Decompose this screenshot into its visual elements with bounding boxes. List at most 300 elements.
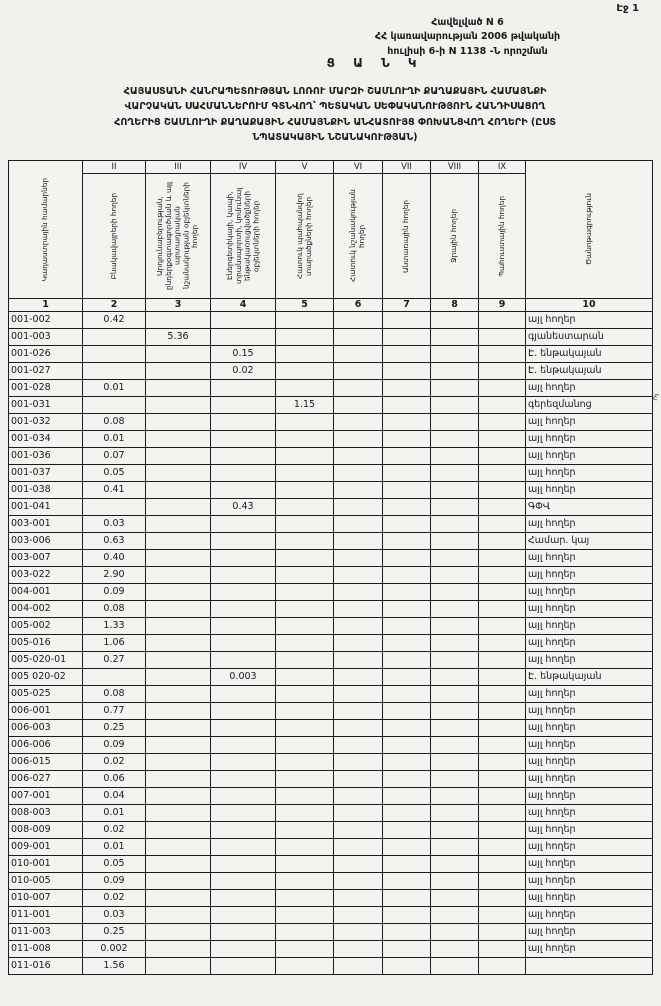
cell-value [431,567,479,584]
cell-note: այլ հողեր [526,448,653,465]
table-row [9,703,653,720]
cell-value [211,839,276,856]
cell-note: այլ հողեր [526,465,653,482]
cell-value [276,941,334,958]
column-index: 5 [276,299,334,312]
table-row [9,618,653,635]
column-index: 8 [431,299,479,312]
cell-value [431,618,479,635]
cell-value [383,533,431,550]
cell-cadastral-code: 006-027 [9,771,83,788]
cell-value [211,771,276,788]
cell-value [431,448,479,465]
cell-value [431,703,479,720]
cell-value [431,482,479,499]
cell-value [479,397,526,414]
cell-value: 0.09 [83,873,146,890]
cell-value: 1.33 [83,618,146,635]
cell-value [276,737,334,754]
cell-note: Է. ենթակայան [526,363,653,380]
cell-value [334,856,383,873]
cell-note: Է. ենթակայան [526,346,653,363]
column-numeral: VIII [431,161,478,174]
cell-value [383,584,431,601]
cell-value [146,754,211,771]
cell-value [383,601,431,618]
cell-note: այլ հողեր [526,635,653,652]
cell-value [211,448,276,465]
cell-value [146,652,211,669]
cell-value [383,669,431,686]
cell-value [276,720,334,737]
column-label: Արդյունաբերության, ընդերքօգտագործման և այլ արտադրական նշանակության օբյեկտների հողեր [155,181,200,291]
cell-value [383,499,431,516]
cell-value [431,669,479,686]
cell-value [146,924,211,941]
cell-cadastral-code: 008-003 [9,805,83,822]
cell-value [383,550,431,567]
table-row [9,822,653,839]
cell-value [276,533,334,550]
cell-value [383,805,431,822]
cell-value [146,516,211,533]
cell-value [479,890,526,907]
cell-cadastral-code: 001-027 [9,363,83,380]
cell-value [431,397,479,414]
cell-value: 0.42 [83,312,146,329]
cell-value [334,941,383,958]
cell-value [146,771,211,788]
cell-value [146,414,211,431]
column-index: 6 [334,299,383,312]
cell-value [479,448,526,465]
cell-value [211,567,276,584]
column-numeral: V [276,161,333,174]
column-label: Էներգետիկայի, կապի, տրանսպորտի, կոմունալ ենթակառուցվածքների օբյեկտների հողեր [224,187,260,285]
column-numeral: IX [479,161,525,174]
cell-value [146,465,211,482]
cell-value [383,771,431,788]
cell-cadastral-code: 001-034 [9,431,83,448]
cell-value: 0.08 [83,601,146,618]
cell-value [276,329,334,346]
cell-value [334,516,383,533]
cell-cadastral-code: 009-001 [9,839,83,856]
cell-value [276,618,334,635]
cell-value [211,754,276,771]
annex-line: ՀՀ կառավարության 2006 թվականի [374,31,561,43]
cell-value [334,550,383,567]
cell-value [479,346,526,363]
cell-value [276,465,334,482]
cell-value [479,652,526,669]
cell-value [276,584,334,601]
annex-block [285,16,650,59]
cell-value [276,346,334,363]
cell-note: այլ հողեր [526,550,653,567]
column-index: 3 [146,299,211,312]
cell-value [211,686,276,703]
cell-value [334,431,383,448]
cell-value [334,924,383,941]
cell-cadastral-code: 001-038 [9,482,83,499]
cell-value [211,703,276,720]
cell-note: այլ հողեր [526,482,653,499]
table-row [9,737,653,754]
cell-note: այլ հողեր [526,771,653,788]
table-row [9,601,653,618]
cell-value [431,873,479,890]
cell-value [211,635,276,652]
cell-value: 0.09 [83,737,146,754]
cell-value [334,346,383,363]
table-row [9,924,653,941]
cell-value [276,958,334,975]
cell-note: այլ հողեր [526,720,653,737]
cell-value [479,431,526,448]
column-numeral: II [83,161,145,174]
cell-cadastral-code: 008-009 [9,822,83,839]
cell-value [334,363,383,380]
cell-value [276,380,334,397]
cell-value [383,754,431,771]
column-header [83,161,146,299]
column-index: 4 [211,299,276,312]
document-title-line: ՎԱՐՉԱԿԱՆ ՍԱՀՄԱՆՆԵՐՈՒՄ ԳՏՆՎՈՂ՝ ՊԵՏԱԿԱՆ ՍԵՓԱԿԱՆՈՒԹՅՈՒՆ ՀԱՆԴԻՍԱՑՈՂ [124,101,546,113]
cell-note: գյանեստարան [526,329,653,346]
cell-value: 0.02 [83,890,146,907]
cell-value [383,618,431,635]
cell-value [146,363,211,380]
column-header [334,161,383,299]
cell-value [383,567,431,584]
cell-value [334,380,383,397]
cell-cadastral-code: 001-002 [9,312,83,329]
cell-note: այլ հողեր [526,601,653,618]
cell-value [479,312,526,329]
cell-value [276,312,334,329]
cell-value: 0.09 [83,584,146,601]
cell-value [276,754,334,771]
cell-note: այլ հողեր [526,431,653,448]
cell-value [479,788,526,805]
cell-value [431,754,479,771]
table-row [9,584,653,601]
cell-note: այլ հողեր [526,567,653,584]
cell-value [334,720,383,737]
table-row [9,516,653,533]
cell-value [334,907,383,924]
cell-value [431,431,479,448]
cell-note: այլ հողեր [526,924,653,941]
cell-value [431,805,479,822]
cell-value [383,363,431,380]
cell-value [334,397,383,414]
cell-value [334,533,383,550]
cell-value [146,346,211,363]
cell-note: այլ հողեր [526,312,653,329]
cell-value: 0.02 [83,822,146,839]
cell-value [431,346,479,363]
table-row [9,499,653,516]
cell-value: 1.15 [276,397,334,414]
cell-cadastral-code: 004-002 [9,601,83,618]
annex-line: հուլիսի 6-ի N 1138 -Ն որոշման [387,45,548,57]
cell-value [211,822,276,839]
cell-cadastral-code: 001-003 [9,329,83,346]
cell-note: Համար. կայ [526,533,653,550]
column-label: Բնակավայրերի հողեր [108,192,118,280]
cell-value [276,482,334,499]
cell-value [211,890,276,907]
cell-value [431,737,479,754]
cell-value [211,788,276,805]
cell-note: այլ հողեր [526,890,653,907]
cell-value [334,805,383,822]
cell-value [146,635,211,652]
cell-value [83,499,146,516]
cell-value: 0.40 [83,550,146,567]
cell-value: 2.90 [83,567,146,584]
cell-value: 0.77 [83,703,146,720]
cell-value: 1.56 [83,958,146,975]
cell-value [146,567,211,584]
column-header [479,161,526,299]
cell-value [83,329,146,346]
cell-note: այլ հողեր [526,618,653,635]
column-index: 10 [526,299,653,312]
cell-value [276,363,334,380]
cell-note [526,958,653,975]
cell-value [334,686,383,703]
cell-cadastral-code: 001-028 [9,380,83,397]
cell-value [276,499,334,516]
cell-value [479,601,526,618]
cell-value [334,822,383,839]
cell-value [276,805,334,822]
cell-note: Է. ենթակայան [526,669,653,686]
cell-value [211,601,276,618]
column-label: Հատուկ նշանակության հողեր [348,189,366,283]
cell-value [431,414,479,431]
cell-value [383,635,431,652]
cell-value [211,737,276,754]
cell-value: 0.08 [83,686,146,703]
column-numeral: VII [383,161,430,174]
table-row [9,533,653,550]
cell-value [146,601,211,618]
cell-value [383,346,431,363]
cell-value [479,720,526,737]
cell-value [479,584,526,601]
cell-value [431,771,479,788]
cell-value [383,329,431,346]
cell-value [334,329,383,346]
cell-value [479,958,526,975]
table-row [9,380,653,397]
cell-note: այլ հողեր [526,873,653,890]
cell-value [334,601,383,618]
column-index: 1 [9,299,83,312]
cell-value [146,941,211,958]
land-table [8,160,653,975]
cell-value [479,618,526,635]
table-row [9,448,653,465]
cell-value [211,380,276,397]
cell-value [276,431,334,448]
cell-value [479,856,526,873]
cell-value [146,703,211,720]
cell-value [383,516,431,533]
cell-value [211,431,276,448]
cell-value [479,380,526,397]
cell-cadastral-code: 003-022 [9,567,83,584]
cell-value [146,788,211,805]
cell-value [431,584,479,601]
cell-value: 0.05 [83,856,146,873]
cell-value [146,380,211,397]
cell-cadastral-code: 003-006 [9,533,83,550]
cell-value [431,329,479,346]
table-row [9,312,653,329]
cell-note: այլ հողեր [526,686,653,703]
cell-value [83,669,146,686]
cell-cadastral-code: 006-001 [9,703,83,720]
cell-value [83,346,146,363]
cell-value [334,584,383,601]
cell-value [334,499,383,516]
cell-value [146,397,211,414]
cell-value [431,465,479,482]
cell-value [276,635,334,652]
cell-value [479,482,526,499]
cell-value [276,907,334,924]
cell-note: այլ հողեր [526,754,653,771]
cell-value [211,397,276,414]
cell-cadastral-code: 011-016 [9,958,83,975]
cell-value [276,414,334,431]
cell-cadastral-code: 007-001 [9,788,83,805]
table-row [9,686,653,703]
cell-value [276,771,334,788]
cell-cadastral-code: 001-041 [9,499,83,516]
cell-value: 0.01 [83,805,146,822]
cell-value [479,329,526,346]
cell-value: 0.07 [83,448,146,465]
cell-cadastral-code: 005-016 [9,635,83,652]
cell-value [146,618,211,635]
cell-value [383,924,431,941]
cell-value [146,856,211,873]
cell-value [479,873,526,890]
cell-value: 0.05 [83,465,146,482]
cell-value: 0.02 [83,754,146,771]
cell-value [146,873,211,890]
cell-value [276,924,334,941]
table-row [9,482,653,499]
cell-value [383,737,431,754]
cell-cadastral-code: 011-003 [9,924,83,941]
cell-value [479,516,526,533]
cell-note: այլ հողեր [526,907,653,924]
column-label: Հատուկ պահպանվող տարածքների հողեր [294,193,313,279]
cell-note: այլ հողեր [526,839,653,856]
cell-value [431,890,479,907]
table-row [9,465,653,482]
cell-value [146,907,211,924]
cell-value [211,805,276,822]
cell-cadastral-code: 005-020-01 [9,652,83,669]
cell-value [276,686,334,703]
cell-value [211,924,276,941]
cell-value [431,788,479,805]
cell-value [146,958,211,975]
column-index: 9 [479,299,526,312]
cell-cadastral-code: 006-006 [9,737,83,754]
cell-value [334,737,383,754]
cell-cadastral-code: 010-007 [9,890,83,907]
cell-value [383,703,431,720]
cell-value [211,958,276,975]
cell-value [383,907,431,924]
cell-value [383,839,431,856]
cell-value [211,465,276,482]
cell-value [431,516,479,533]
cell-value [479,839,526,856]
cell-value [334,771,383,788]
cell-value [276,873,334,890]
cell-value [479,805,526,822]
cell-value: 0.25 [83,924,146,941]
cell-value [431,720,479,737]
cell-value [431,380,479,397]
cell-value [211,856,276,873]
cell-value [334,839,383,856]
table-row [9,788,653,805]
cell-cadastral-code: 005-025 [9,686,83,703]
cell-value: 0.15 [211,346,276,363]
column-header [9,161,83,299]
cell-value [276,856,334,873]
cell-cadastral-code: 011-008 [9,941,83,958]
table-row [9,346,653,363]
cell-value: 0.01 [83,380,146,397]
cell-value [383,652,431,669]
cell-note: այլ հողեր [526,737,653,754]
cell-value [276,839,334,856]
cell-value: 0.02 [211,363,276,380]
cell-value [276,669,334,686]
cell-note: այլ հողեր [526,584,653,601]
table-row [9,652,653,669]
cell-value [211,873,276,890]
cell-value [276,822,334,839]
cell-value [334,958,383,975]
cell-value [146,805,211,822]
cell-value [146,550,211,567]
cell-value [211,482,276,499]
cell-value [383,448,431,465]
cell-note: այլ հողեր [526,805,653,822]
cell-note: այլ հողեր [526,652,653,669]
cell-cadastral-code: 001-032 [9,414,83,431]
cell-cadastral-code: 004-001 [9,584,83,601]
cell-value [276,516,334,533]
table-row [9,771,653,788]
cell-value [334,567,383,584]
cell-value [334,703,383,720]
cell-value [479,907,526,924]
